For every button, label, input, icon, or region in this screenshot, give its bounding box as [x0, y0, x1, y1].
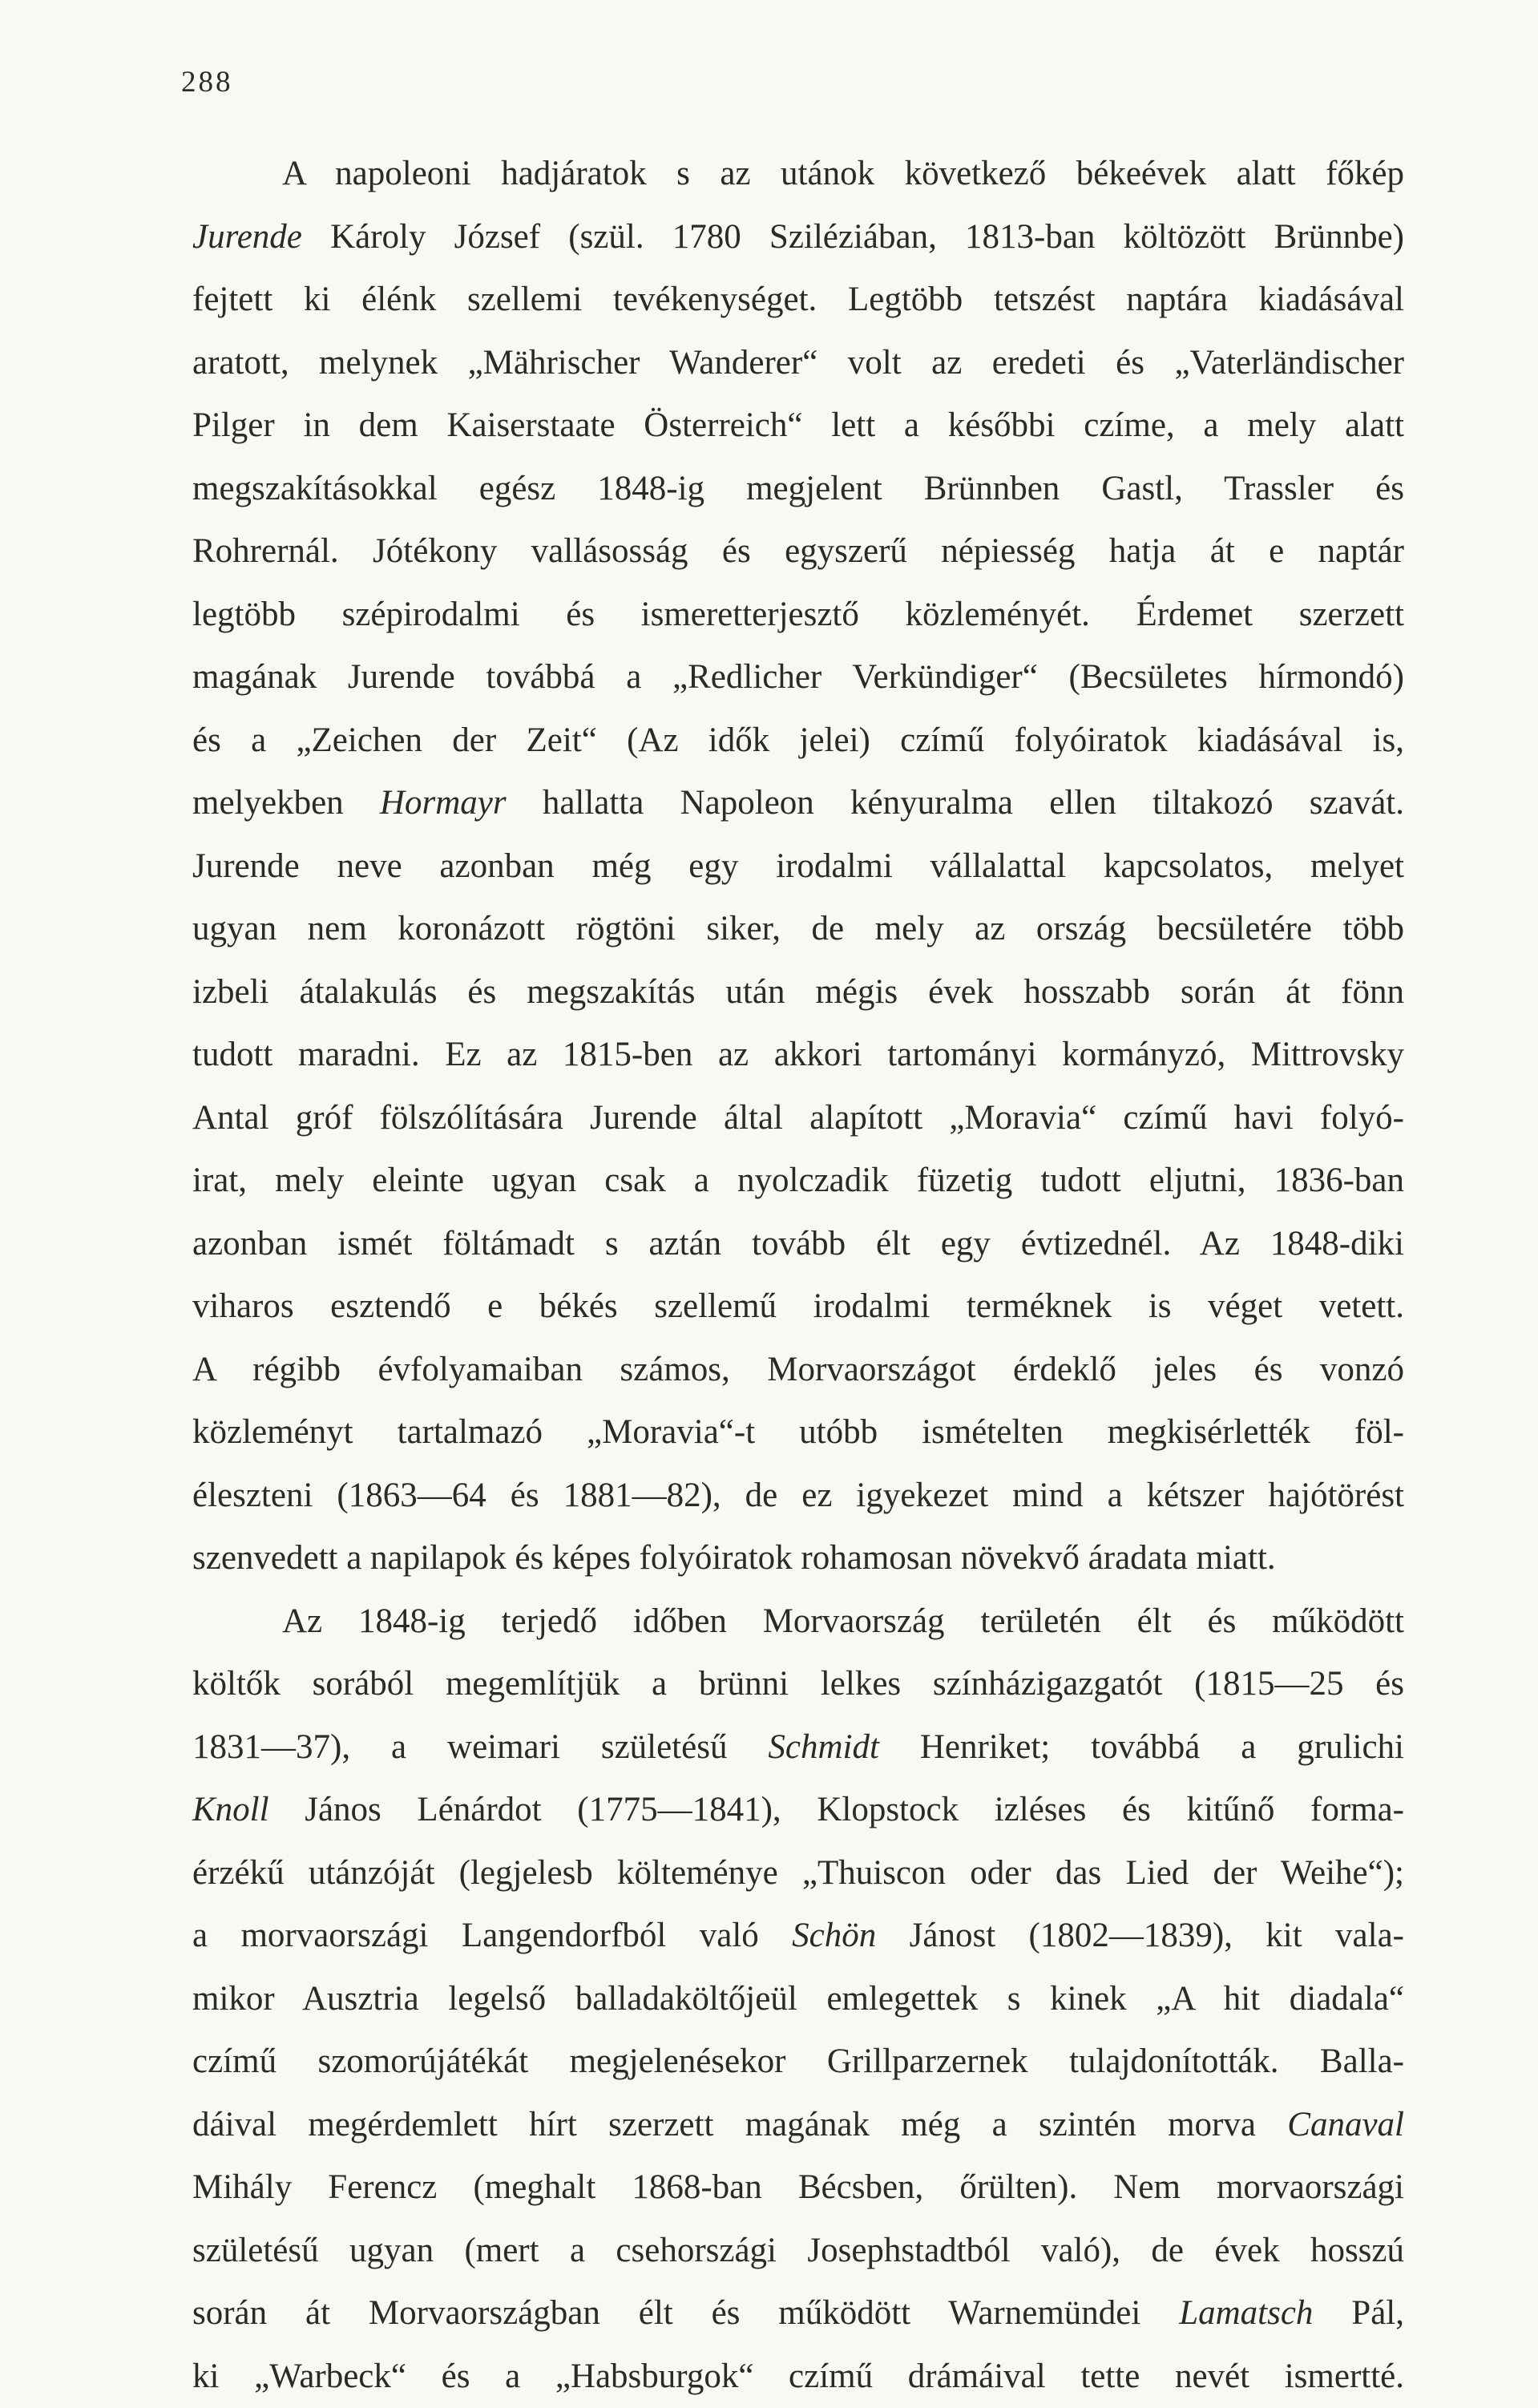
italic-name: Schmidt	[768, 1728, 879, 1766]
text-line	[192, 709, 1404, 773]
text-line	[192, 1149, 1404, 1213]
text-segment: viharos esztendő e békés szellemű irodalmi terméknek is véget vetett.	[192, 1287, 1404, 1325]
text-segment: czímű szomorújátékát megjelenésekor Grillparzernek tulajdonították. Balla-	[192, 2042, 1404, 2080]
text-line	[192, 898, 1404, 961]
text-segment: magának Jurende továbbá a „Redlicher Verkündiger“ (Becsületes hírmondó)	[192, 658, 1404, 696]
text-segment: Pál,	[1313, 2294, 1404, 2332]
text-line	[192, 1653, 1404, 1716]
text-line	[192, 1590, 1404, 1654]
text-segment: Rohrernál. Jótékony vallásosság és egyszerű népiesség hatja át e naptár	[192, 532, 1404, 570]
text-line	[192, 961, 1404, 1024]
text-segment: ugyan nem koronázott rögtöni siker, de mely az ország becsületére több	[192, 910, 1404, 947]
text-segment: közleményt tartalmazó „Moravia“-t utóbb ismételten megkisérlették föl-	[192, 1413, 1404, 1451]
text-line	[192, 269, 1404, 332]
text-segment: aratott, melynek „Mährischer Wanderer“ volt az eredeti és „Vaterländischer	[192, 344, 1404, 382]
text-segment: tudott maradni. Ez az 1815-ben az akkori tartományi kormányzó, Mittrovsky	[192, 1036, 1404, 1073]
text-line	[192, 1087, 1404, 1150]
text-line	[192, 458, 1404, 521]
italic-name: Schön	[792, 1917, 876, 1954]
text-line	[192, 394, 1404, 458]
text-segment: János Lénárdot (1775—1841), Klopstock izléses és kitűnő forma-	[269, 1791, 1404, 1828]
text-segment: Antal gróf fölszólítására Jurende által alapított „Moravia“ czímű havi folyó-	[192, 1099, 1404, 1137]
text-segment: Henriket; továbbá a grulichi	[879, 1728, 1404, 1766]
text-line	[192, 2345, 1404, 2408]
text-segment: legtöbb szépirodalmi és ismeretterjesztő közleményét. Érdemet szerzett	[192, 596, 1404, 633]
text-segment: melyekben	[192, 784, 380, 822]
text-segment: azonban ismét föltámadt s aztán tovább élt egy évtizednél. Az 1848-diki	[192, 1225, 1404, 1263]
page-number: 288	[181, 67, 233, 97]
text-line	[192, 1213, 1404, 1276]
text-line	[192, 1275, 1404, 1339]
italic-name: Jurende	[192, 218, 302, 256]
text-segment: érzékű utánzóját (legjelesb költeménye „Thuiscon oder das Lied der Weihe“);	[192, 1854, 1404, 1892]
text-segment: Jurende neve azonban még egy irodalmi vállalattal kapcsolatos, melyet	[192, 847, 1404, 885]
text-segment: és a „Zeichen der Zeit“ (Az idők jelei) czímű folyóiratok kiadásával is,	[192, 721, 1404, 759]
italic-name: Canaval	[1287, 2106, 1404, 2143]
text-segment: 1831—37), a weimari születésű	[192, 1728, 768, 1766]
text-line	[192, 1842, 1404, 1905]
text-line	[192, 1339, 1404, 1402]
text-segment: születésű ugyan (mert a csehországi Josephstadtból való), de évek hosszú	[192, 2232, 1404, 2269]
text-line	[192, 2030, 1404, 2094]
text-line	[192, 584, 1404, 647]
text-segment: Károly József (szül. 1780 Sziléziában, 1813-ban költözött Brünnbe)	[302, 218, 1404, 256]
text-line	[192, 646, 1404, 709]
text-line	[192, 1401, 1404, 1465]
text-line	[192, 772, 1404, 835]
text-segment: A napoleoni hadjáratok s az utánok következő békeévek alatt főkép	[282, 155, 1404, 192]
text-line	[192, 520, 1404, 584]
text-segment: dáival megérdemlett hírt szerzett magának még a szintén morva	[192, 2106, 1287, 2143]
italic-name: Lamatsch	[1179, 2294, 1313, 2332]
text-line	[192, 1968, 1404, 2031]
text-segment: megszakításokkal egész 1848-ig megjelent Brünnben Gastl, Trassler és	[192, 470, 1404, 507]
body-text	[192, 143, 1404, 2408]
text-line	[192, 143, 1404, 206]
text-segment: Az 1848-ig terjedő időben Morvaország területén élt és működött	[282, 1602, 1404, 1640]
text-segment: szenvedett a napilapok és képes folyóiratok rohamosan növekvő áradata miatt.	[192, 1539, 1276, 1577]
text-line	[192, 1905, 1404, 1968]
text-segment: mikor Ausztria legelső balladaköltőjeül emlegettek s kinek „A hit diadala“	[192, 1980, 1404, 2018]
text-segment: Mihály Ferencz (meghalt 1868-ban Bécsben, őrülten). Nem morvaországi	[192, 2168, 1404, 2206]
text-line	[192, 206, 1404, 269]
italic-name: Hormayr	[380, 784, 507, 822]
text-line	[192, 1527, 1404, 1590]
text-segment: izbeli átalakulás és megszakítás után mégis évek hosszabb során át fönn	[192, 973, 1404, 1011]
text-segment: Jánost (1802—1839), kit vala-	[876, 1917, 1404, 1954]
text-line	[192, 2220, 1404, 2283]
text-line	[192, 2156, 1404, 2220]
text-line	[192, 1465, 1404, 1528]
text-segment: ki „Warbeck“ és a „Habsburgok“ czímű drámáival tette nevét ismertté.	[192, 2357, 1404, 2395]
text-segment: éleszteni (1863—64 és 1881—82), de ez igyekezet mind a kétszer hajótörést	[192, 1477, 1404, 1514]
text-line	[192, 2282, 1404, 2345]
italic-name: Knoll	[192, 1791, 269, 1828]
text-segment: során át Morvaországban élt és működött Warnemündei	[192, 2294, 1179, 2332]
text-segment: költők sorából megemlítjük a brünni lelkes színházigazgatót (1815—25 és	[192, 1665, 1404, 1703]
text-line	[192, 835, 1404, 899]
text-line	[192, 1024, 1404, 1087]
text-segment: a morvaországi Langendorfból való	[192, 1917, 792, 1954]
text-segment: A régibb évfolyamaiban számos, Morvaországot érdeklő jeles és vonzó	[192, 1351, 1404, 1388]
text-line	[192, 1779, 1404, 1842]
text-line	[192, 332, 1404, 395]
text-line	[192, 1716, 1404, 1780]
text-segment: Pilger in dem Kaiserstaate Österreich“ lett a későbbi czíme, a mely alatt	[192, 406, 1404, 444]
text-segment: irat, mely eleinte ugyan csak a nyolczadik füzetig tudott eljutni, 1836-ban	[192, 1162, 1404, 1199]
text-line	[192, 2094, 1404, 2157]
text-segment: hallatta Napoleon kényuralma ellen tiltakozó szavát.	[507, 784, 1404, 822]
text-segment: fejtett ki élénk szellemi tevékenységet. Legtöbb tetszést naptára kiadásával	[192, 281, 1404, 318]
